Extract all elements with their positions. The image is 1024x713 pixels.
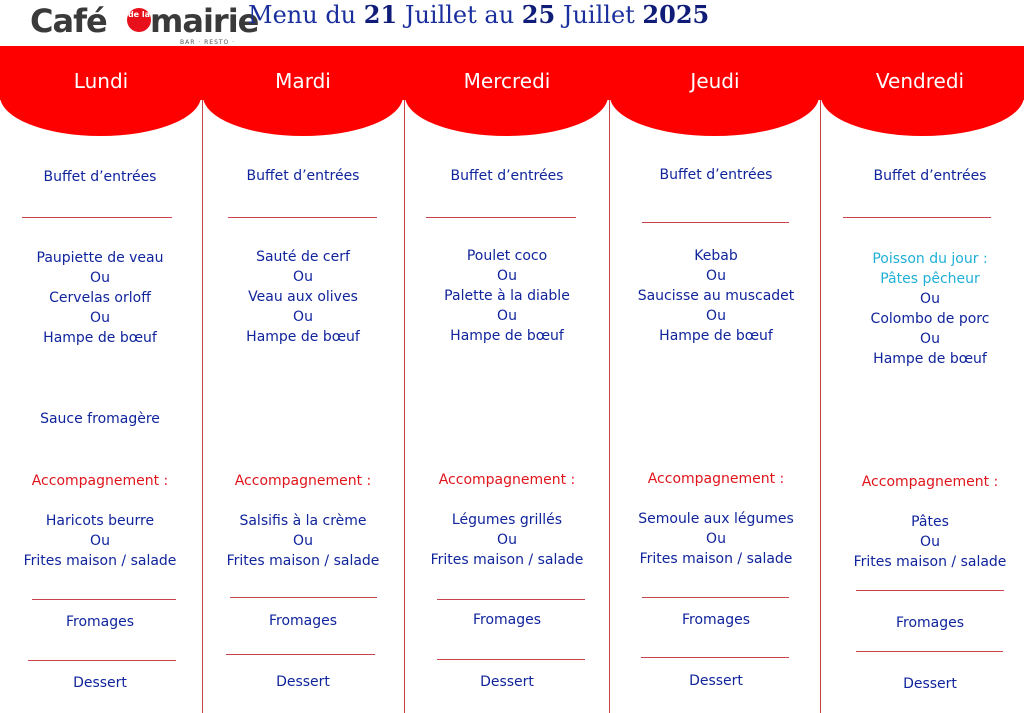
cafe-logo [30, 2, 259, 46]
day-label-lundi: Lundi [73, 69, 129, 93]
main-dish: Hampe de bœuf [43, 330, 157, 346]
start-day: 21 [363, 0, 398, 29]
or-label: Ou [497, 532, 517, 548]
column-divider [202, 100, 203, 713]
sauce-lundi: Sauce fromagère [40, 411, 160, 427]
or-label: Ou [90, 270, 110, 286]
fish-of-the-day-dish: Pâtes pêcheur [880, 271, 980, 287]
end-day: 25 [521, 0, 556, 29]
or-label: Ou [90, 533, 110, 549]
separator-rule [32, 599, 176, 600]
separator-rule [228, 217, 377, 218]
main-dish: Hampe de bœuf [450, 328, 564, 344]
side-dish: Frites maison / salade [639, 551, 793, 567]
week-title [248, 0, 709, 29]
logo-mairie-text: mairie [150, 2, 259, 40]
main-dish: Paupiette de veau [36, 250, 164, 266]
dessert-mercredi: Dessert [480, 674, 534, 690]
dessert-lundi: Dessert [73, 675, 127, 691]
separator-rule [641, 657, 789, 658]
or-label: Ou [293, 269, 313, 285]
header [0, 0, 1024, 46]
entree-vendredi: Buffet d’entrées [873, 168, 987, 184]
separator-rule [437, 659, 585, 660]
side-dish: Frites maison / salade [226, 553, 380, 569]
banner-scallop-jeudi [610, 96, 819, 136]
column-divider [404, 100, 405, 713]
cheese-jeudi: Fromages [681, 612, 751, 628]
entree-jeudi: Buffet d’entrées [659, 167, 773, 183]
or-label: Ou [920, 331, 940, 347]
main-dish: Hampe de bœuf [246, 329, 360, 345]
day-label-mardi: Mardi [275, 69, 331, 93]
entree-lundi: Buffet d’entrées [43, 169, 157, 185]
banner-scallop-mercredi [405, 96, 608, 136]
or-label: Ou [920, 534, 940, 550]
separator-rule [230, 597, 377, 598]
separator-rule [226, 654, 375, 655]
day-label-vendredi: Vendredi [875, 69, 965, 93]
entree-mercredi: Buffet d’entrées [450, 168, 564, 184]
logo-tagline: BAR · RESTO · [180, 39, 236, 46]
side-dish: Pâtes [911, 514, 949, 530]
cheese-vendredi: Fromages [895, 615, 965, 631]
fish-of-the-day-label: Poisson du jour : [872, 251, 988, 267]
dessert-jeudi: Dessert [689, 673, 743, 689]
entree-mardi: Buffet d’entrées [246, 168, 360, 184]
separator-rule [22, 217, 172, 218]
accompaniment-label: Accompagnement : [31, 473, 169, 489]
side-dish: Légumes grillés [451, 512, 563, 528]
accompaniment-label: Accompagnement : [234, 473, 372, 489]
cheese-mardi: Fromages [268, 613, 338, 629]
main-dish: Hampe de bœuf [873, 351, 987, 367]
main-dish: Sauté de cerf [256, 249, 350, 265]
main-dish: Hampe de bœuf [659, 328, 773, 344]
or-label: Ou [497, 268, 517, 284]
separator-rule [437, 599, 585, 600]
title-month: Juillet [555, 1, 643, 29]
day-label-mercredi: Mercredi [463, 69, 551, 93]
separator-rule [856, 590, 1004, 591]
dessert-mardi: Dessert [276, 674, 330, 690]
side-dish: Frites maison / salade [23, 553, 177, 569]
separator-rule [28, 660, 176, 661]
day-label-jeudi: Jeudi [690, 69, 740, 93]
side-dish: Semoule aux légumes [638, 511, 794, 527]
main-dish: Colombo de porc [870, 311, 990, 327]
banner-scallop-mardi [203, 96, 403, 136]
separator-rule [642, 597, 789, 598]
or-label: Ou [497, 308, 517, 324]
or-label: Ou [293, 533, 313, 549]
main-dish: Veau aux olives [248, 289, 358, 305]
or-label: Ou [90, 310, 110, 326]
title-prefix: Menu du [248, 1, 364, 29]
separator-rule [642, 222, 789, 223]
or-label: Ou [706, 308, 726, 324]
dessert-vendredi: Dessert [903, 676, 957, 692]
or-label: Ou [920, 291, 940, 307]
banner-scallop-lundi [0, 96, 201, 136]
separator-rule [856, 651, 1003, 652]
main-dish: Palette à la diable [444, 288, 570, 304]
cheese-mercredi: Fromages [472, 612, 542, 628]
title-middle: Juillet au [397, 1, 522, 29]
column-divider [609, 100, 610, 713]
main-dish: Cervelas orloff [49, 290, 151, 306]
side-dish: Frites maison / salade [430, 552, 584, 568]
accompaniment-label: Accompagnement : [647, 471, 785, 487]
logo-cafe-text: Café [30, 2, 107, 40]
banner-scallop-vendredi [821, 96, 1024, 136]
side-dish: Frites maison / salade [853, 554, 1007, 570]
accompaniment-label: Accompagnement : [438, 472, 576, 488]
side-dish: Haricots beurre [45, 513, 155, 529]
main-dish: Kebab [694, 248, 738, 264]
logo-badge: de la [127, 8, 151, 32]
column-divider [820, 100, 821, 713]
separator-rule [843, 217, 991, 218]
side-dish: Salsifis à la crème [239, 513, 367, 529]
year: 2025 [642, 0, 710, 29]
or-label: Ou [293, 309, 313, 325]
accompaniment-label: Accompagnement : [861, 474, 999, 490]
or-label: Ou [706, 268, 726, 284]
separator-rule [426, 217, 576, 218]
main-dish: Saucisse au muscadet [637, 288, 795, 304]
or-label: Ou [706, 531, 726, 547]
main-dish: Poulet coco [466, 248, 548, 264]
cheese-lundi: Fromages [65, 614, 135, 630]
